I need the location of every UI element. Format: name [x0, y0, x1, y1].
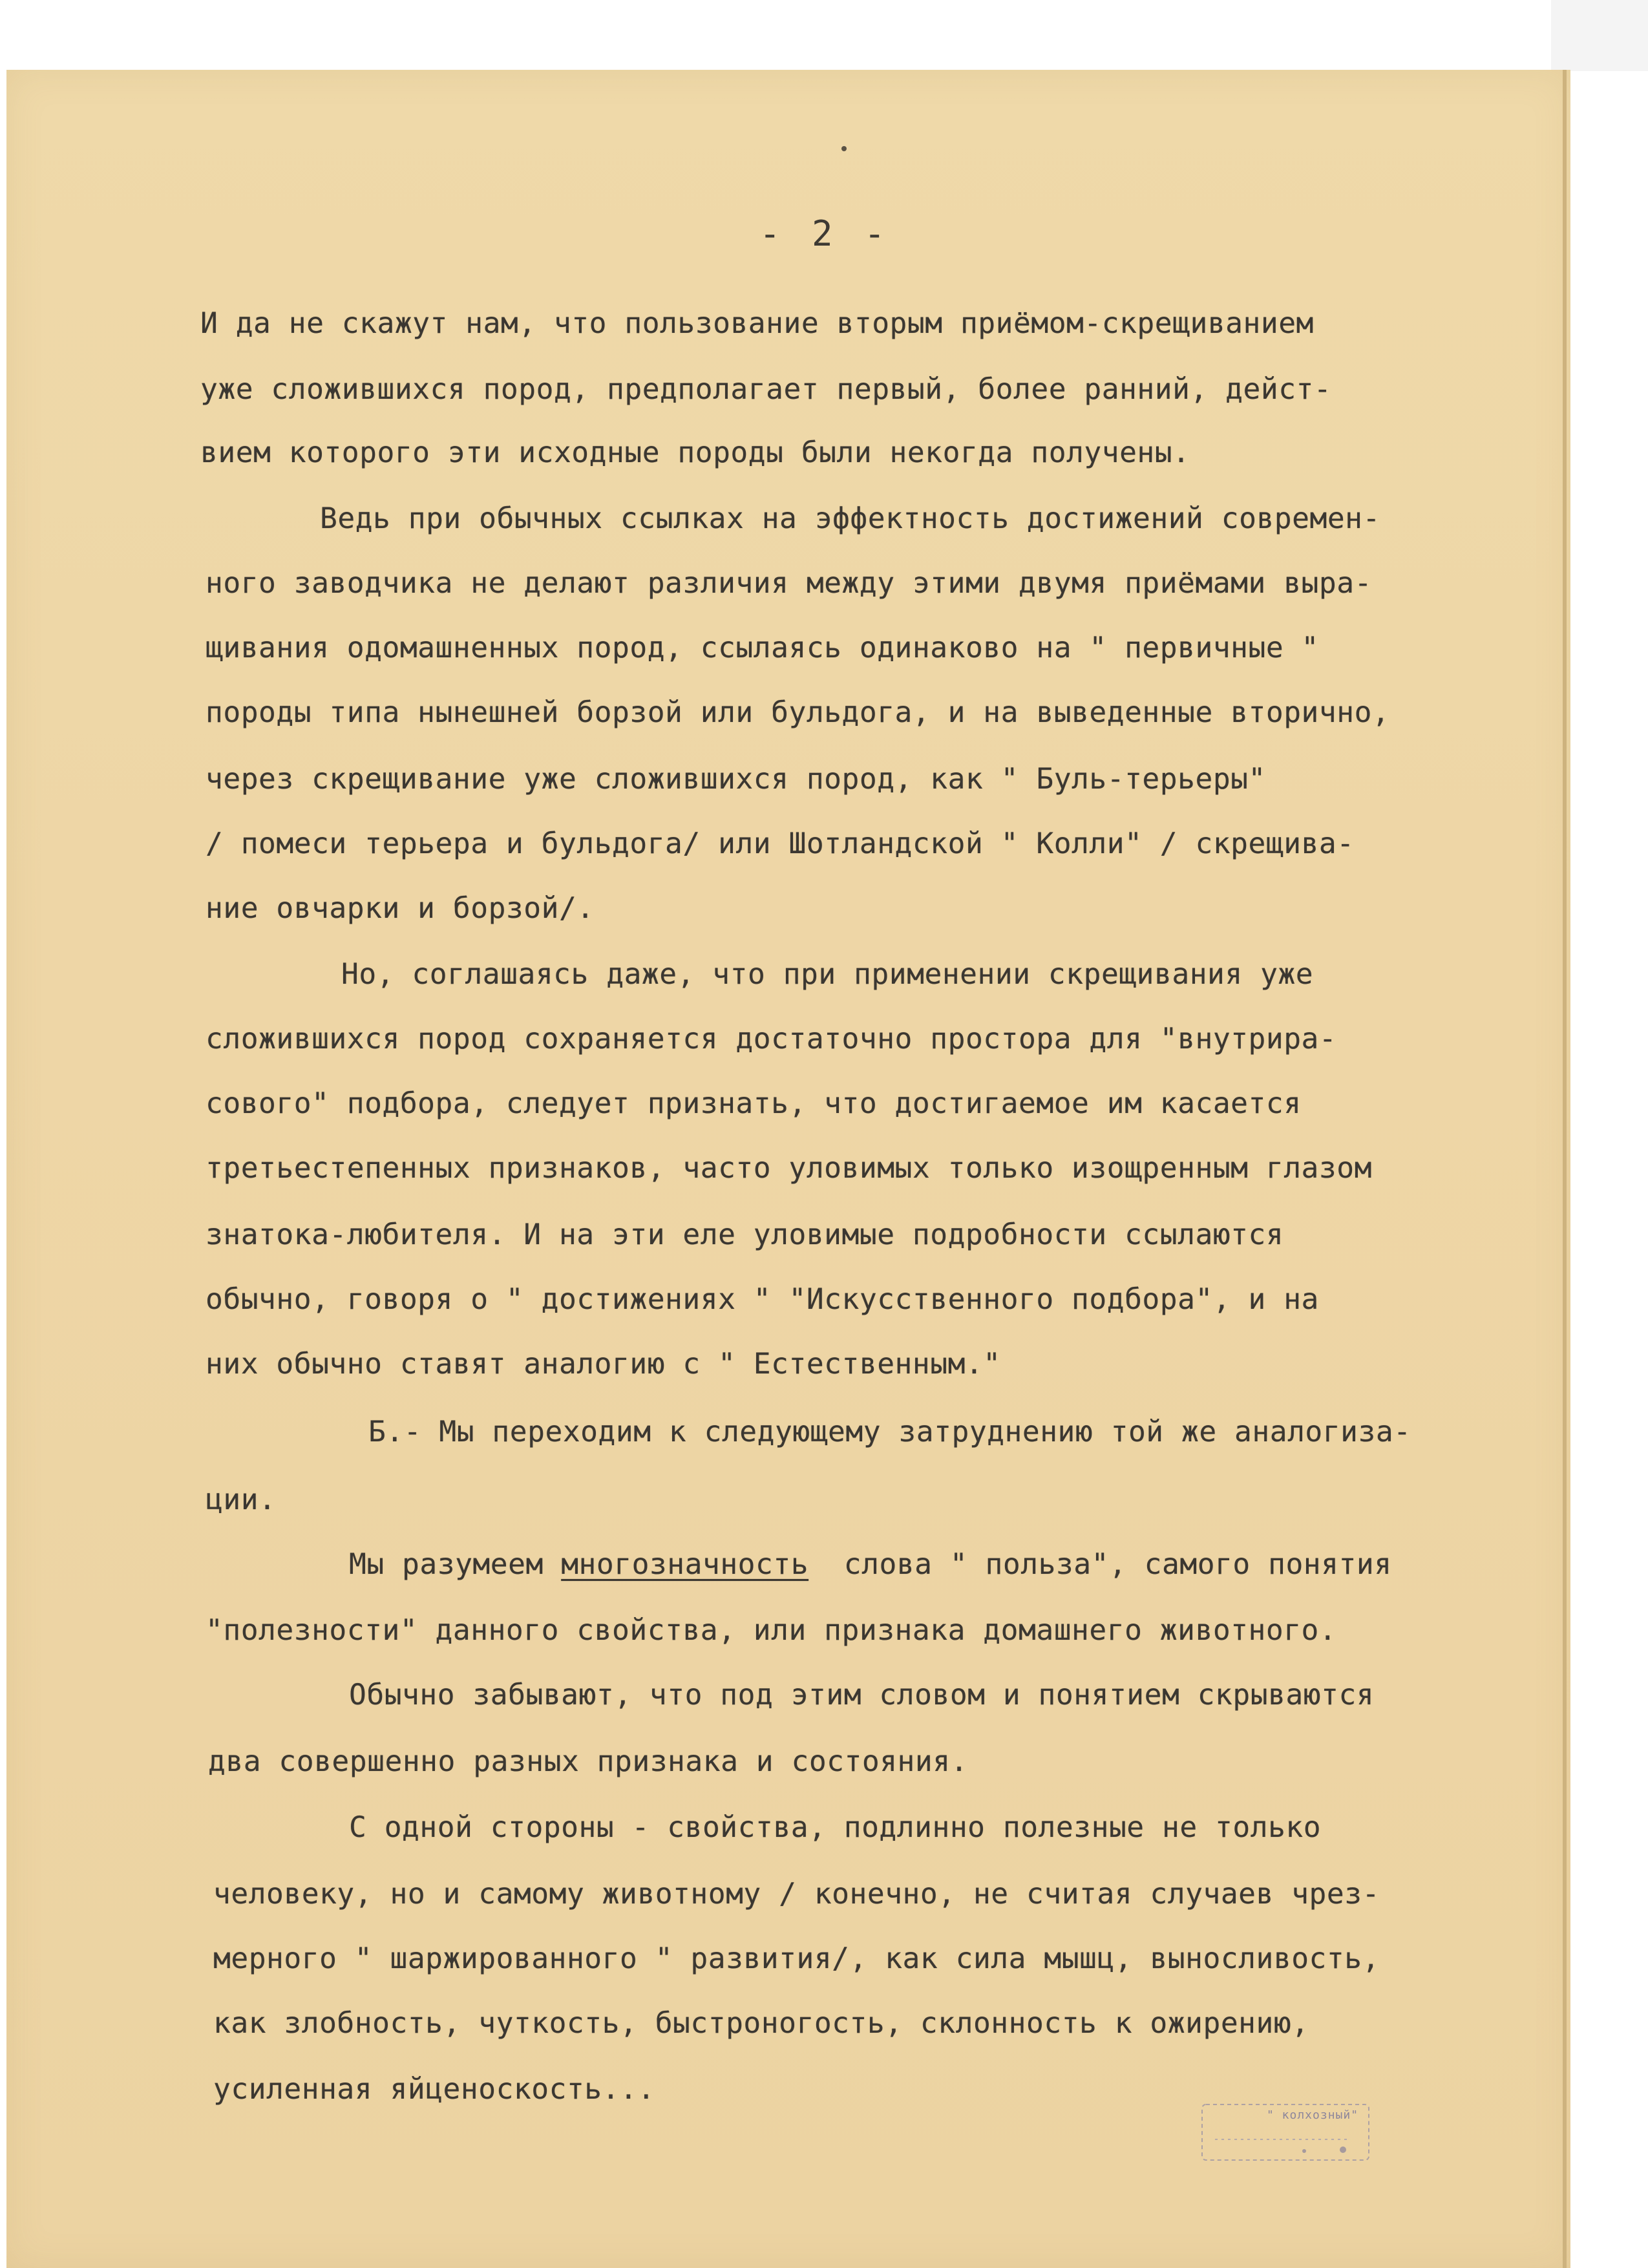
text-line: мерного " шаржированного " развития/, как сила мышц, выносливость, — [213, 1942, 1380, 1975]
page-number: - 2 - — [759, 213, 891, 254]
text-line: усиленная яйценоскость... — [213, 2072, 655, 2106]
text-line: "полезности" данного свойства, или признака домашнего животного. — [206, 1613, 1337, 1647]
text-line: знатока-любителя. И на эти еле уловимые подробности ссылаются — [206, 1218, 1284, 1251]
text-line: через скрещивание уже сложившихся пород, как " Буль-терьеры" — [206, 762, 1266, 796]
ink-dot — [841, 146, 847, 151]
scan-corner — [1551, 0, 1648, 71]
text-line: И да не скажут нам, что пользование вторым приёмом-скрещиванием — [200, 306, 1314, 340]
text-line: два совершенно разных признака и состояния. — [208, 1744, 968, 1778]
text-line: как злобность, чуткость, быстроногость, склонность к ожирению, — [213, 2006, 1309, 2040]
text-fragment: слова " польза", самого понятия — [808, 1547, 1392, 1581]
underlined-term: многозначность — [561, 1547, 809, 1581]
text-line: Б.- Мы переходим к следующему затруднению той же аналогиза- — [368, 1415, 1411, 1448]
text-line: третьестепенных признаков, часто уловимых только изощренным глазом — [206, 1151, 1372, 1185]
text-fragment: Мы разумеем — [349, 1547, 562, 1581]
text-line: сложившихся пород сохраняется достаточно простора для "внутрира- — [206, 1022, 1337, 1055]
text-line: вием которого эти исходные породы были некогда получены. — [200, 436, 1190, 469]
text-line: ции. — [206, 1483, 277, 1516]
paper-edge — [1563, 70, 1567, 2268]
text-line: уже сложившихся пород, предполагает первый, более ранний, дейст- — [200, 372, 1332, 406]
text-line: сового" подбора, следует признать, что достигаемое им касается — [206, 1086, 1302, 1120]
stamp-text: " колхозный" — [1267, 2108, 1359, 2122]
text-line: / помеси терьера и бульдога/ или Шотландской " Колли" / скрещива- — [206, 827, 1355, 860]
text-line — [349, 1547, 1392, 1581]
text-line: породы типа нынешней борзой или бульдога, и на выведенные вторично, — [206, 695, 1390, 729]
text-line: ного заводчика не делают различия между этими двумя приёмами выра- — [206, 566, 1372, 600]
text-line: щивания одомашненных пород, ссылаясь одинаково на " первичные " — [206, 631, 1319, 664]
text-line: С одной стороны - свойства, подлинно полезные не только — [349, 1810, 1322, 1844]
text-line: Ведь при обычных ссылках на эффектность достижений современ- — [320, 502, 1380, 535]
text-line: ние овчарки и борзой/. — [206, 891, 595, 925]
text-line: Но, соглашаясь даже, что при применении скрещивания уже — [341, 957, 1314, 991]
text-line: них обычно ставят аналогию с " Естественным." — [206, 1347, 1001, 1381]
text-line: человеку, но и самому животному / конечно, не считая случаев чрез- — [213, 1877, 1380, 1911]
text-line: обычно, говоря о " достижениях " "Искусственного подбора", и на — [206, 1282, 1319, 1316]
text-line: Обычно забывают, что под этим словом и понятием скрываются — [349, 1678, 1375, 1712]
